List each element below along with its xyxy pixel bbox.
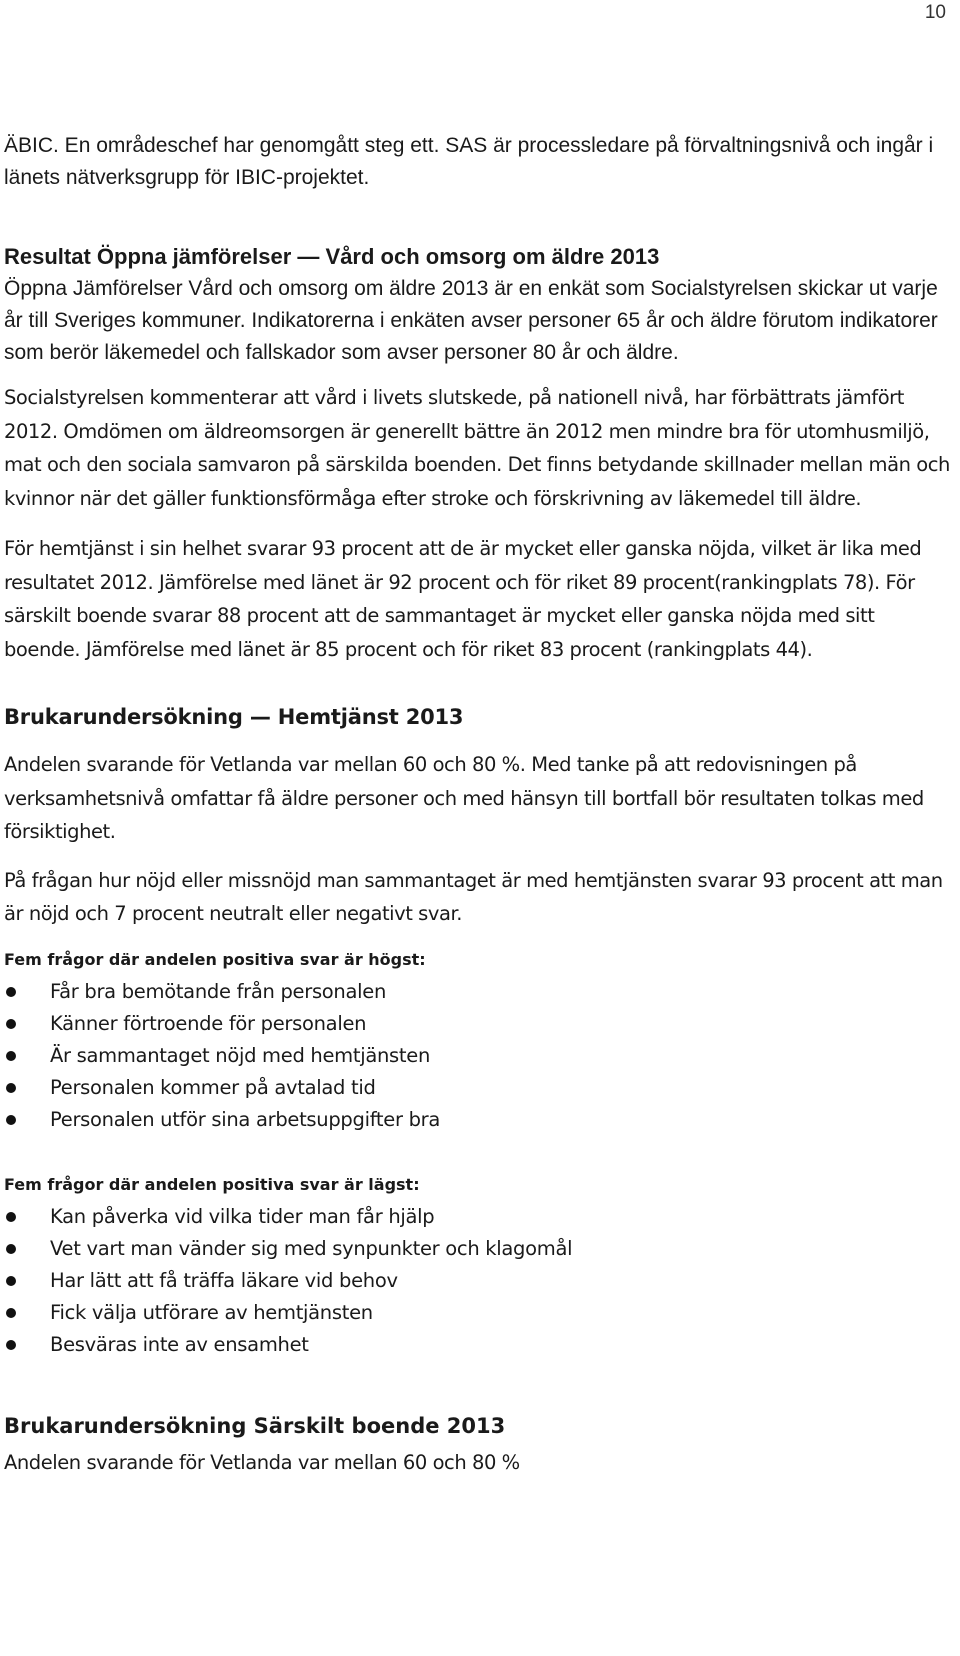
oppna-paragraph-2: Socialstyrelsen kommenterar att vård i livets slutskede, på nationell nivå, har förbättrats jämfört 2012. Omdömen om äldreomsorgen är generellt bättre än 2012 men mindre bra för utomhusmiljö, mat och den sociala samvaron på särskilda boenden. Det finns betydande skillnader mellan män och kvinnor när det gäller funktionsförmåga efter stroke och förskrivning av läkemedel till äldre. xyxy=(4,386,950,510)
intro-paragraph: ÄBIC. En områdeschef har genomgått steg ett. SAS är processledare på förvaltningsnivå och ingår i länets nätverksgrupp för IBIC-projektet. xyxy=(4,134,934,189)
list-item: Vet vart man vänder sig med synpunkter och klagomål xyxy=(4,1233,954,1265)
bullet-icon xyxy=(6,1212,16,1222)
highest-list xyxy=(4,976,954,1137)
bullet-icon xyxy=(6,1276,16,1286)
list-item: Fick välja utförare av hemtjänsten xyxy=(4,1297,954,1329)
hemtjanst-paragraph-2: På frågan hur nöjd eller missnöjd man sammantaget är med hemtjänsten svarar 93 procent att man är nöjd och 7 procent neutralt eller negativt svar. xyxy=(4,868,943,925)
lowest-list-title: Fem frågor där andelen positiva svar är lägst: xyxy=(4,1174,420,1194)
list-item: Har lätt att få träffa läkare vid behov xyxy=(4,1265,954,1297)
sarskilt-boende-heading: Brukarundersökning Särskilt boende 2013 xyxy=(4,1413,506,1438)
list-item: Känner förtroende för personalen xyxy=(4,1008,954,1040)
oppna-paragraph-3: För hemtjänst i sin helhet svarar 93 procent att de är mycket eller ganska nöjda, vilket är lika med resultatet 2012. Jämförelse med länet är 92 procent och för riket 89 procent(rankingplats 78). För särskilt boende svarar 88 procent att de sammantaget är mycket eller ganska nöjda med sitt boende. Jämförelse med länet är 85 procent och för riket 83 procent (rankingplats 44). xyxy=(4,537,922,661)
bullet-icon xyxy=(6,1308,16,1318)
bullet-icon xyxy=(6,1051,16,1061)
list-item: Kan påverka vid vilka tider man får hjälp xyxy=(4,1201,954,1233)
document-body xyxy=(4,130,954,1479)
oppna-jamforelser-heading: Resultat Öppna jämförelser — Vård och omsorg om äldre 2013 xyxy=(4,244,660,269)
oppna-paragraph-1: Öppna Jämförelser Vård och omsorg om äldre 2013 är en enkät som Socialstyrelsen skickar ut varje år till Sveriges kommuner. Indikatorerna i enkäten avser personer 65 år och äldre förutom indikatorer som berör läkemedel och fallskador som avser personer 80 år och äldre. xyxy=(4,277,938,364)
bullet-icon xyxy=(6,1340,16,1350)
page-number: 10 xyxy=(924,2,946,23)
hemtjanst-heading: Brukarundersökning — Hemtjänst 2013 xyxy=(4,705,464,729)
bullet-icon xyxy=(6,1115,16,1125)
list-item: Är sammantaget nöjd med hemtjänsten xyxy=(4,1040,954,1072)
bullet-icon xyxy=(6,1083,16,1093)
list-item: Får bra bemötande från personalen xyxy=(4,976,954,1008)
list-item: Personalen utför sina arbetsuppgifter bra xyxy=(4,1104,954,1136)
bullet-icon xyxy=(6,1244,16,1254)
bullet-icon xyxy=(6,1019,16,1029)
sarskilt-boende-paragraph-1: Andelen svarande för Vetlanda var mellan 60 och 80 % xyxy=(4,1450,520,1474)
hemtjanst-paragraph-1: Andelen svarande för Vetlanda var mellan 60 och 80 %. Med tanke på att redovisningen på verksamhetsnivå omfattar få äldre personer och med hänsyn till bortfall bör resultaten tolkas med försiktighet. xyxy=(4,753,924,843)
list-item: Besväras inte av ensamhet xyxy=(4,1329,954,1361)
list-item: Personalen kommer på avtalad tid xyxy=(4,1072,954,1104)
lowest-list xyxy=(4,1201,954,1362)
highest-list-title: Fem frågor där andelen positiva svar är högst: xyxy=(4,949,426,969)
bullet-icon xyxy=(6,987,16,997)
